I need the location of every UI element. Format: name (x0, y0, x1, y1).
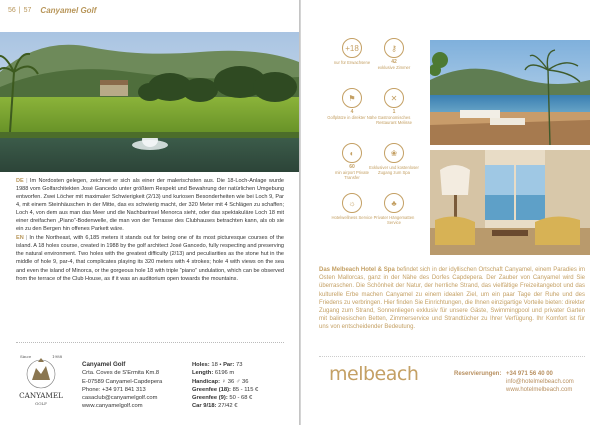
stat-handicap (192, 378, 294, 386)
paragraph-text: In the Northeast, with 6,185 meters it stands out for being one of its most picturesque courses of the island. A 18 holes course, created in 1988 by the golf architect José Gancedo, fully respecting and preserving the natural environment. Two holes with the greatest difficulty (2/13) and peculiarities as the stone hut in the middle of hole 9, par-4, that complicates playing its 320 meters with 4 strokes; hole 4 with views on the sea and even the island of Minorca, or the gorgeous hole 18 with triple “piano” undulation, which can be observed from the terrace of the Club House, as if it was an auditorium open towards the mountains. (16, 235, 284, 282)
amenity-label: Hotelwellness Service (331, 215, 373, 220)
page-number: 57 (23, 7, 32, 14)
amenity-label: Exklusiver und kostenloser Zugang zum Spa (369, 165, 419, 175)
amenity-label: Gastronomisches Restaurant Melisse (376, 115, 412, 125)
greenfee9-value: 50 - 68 € (229, 395, 253, 402)
article-body (16, 177, 284, 284)
amenity-restaurant (369, 88, 419, 125)
stat-holes-par (192, 361, 294, 369)
canyamel-golf-logo (14, 350, 68, 410)
amenity-value: 1 (392, 109, 396, 115)
hotel-room-photo (430, 150, 590, 255)
club-website[interactable]: www.canyamelgolf.com (82, 403, 143, 410)
amenity-spa (369, 143, 419, 175)
amenity-rooms (369, 38, 419, 70)
golf-course-photo (0, 32, 299, 172)
language-separator: | (26, 178, 28, 184)
paragraph-en (16, 234, 284, 282)
page-number-separator: | (18, 7, 21, 14)
club-address-line1: Crta. Coves de S'Ermita Km.8 (82, 370, 160, 377)
par-value: 73 (235, 362, 243, 368)
wellness-icon: ☼ (342, 193, 362, 213)
length-value: 6196 m (214, 370, 235, 377)
amenity-hammock (369, 193, 419, 225)
golf-flag-icon: ⚑ (342, 88, 362, 108)
greenfee18-value: 85 - 115 € (232, 386, 259, 393)
hotel-website[interactable]: www.hotelmelbeach.com (506, 387, 573, 394)
club-email[interactable]: casaclub@canyamelgolf.com (82, 395, 158, 402)
page-number: 56 (8, 7, 16, 14)
hotel-name: Das Melbeach Hotel & Spa (319, 267, 395, 273)
amenity-value: 42 (391, 59, 397, 65)
right-page (301, 0, 600, 425)
hotel-email[interactable]: info@hotelmelbeach.com (506, 379, 574, 386)
divider (16, 342, 284, 343)
female-icon: ♀ (221, 378, 227, 385)
handicap-women-value: 36 (227, 378, 235, 385)
club-contact (82, 361, 184, 411)
hotel-description-text: befindet sich in der idyllischen Ortschaft Canyamel, einem Paradies im Osten Mallorcas, ganz in der Nähe des Dorfes Capdepera. Der Zauber von Canyamel wird Sie überraschen. Die Schönheit der Natur, der herrliche Strand, das vielfältige Freizeitangebot und das kulturelle Erbe machen Canyamel zu einem idealen Ziel, um ein paar Tage der Ruhe und des Friedens zu verbringen. Hier finden Sie Einrichtungen, die Ihnen einzigartige Vorteile bieten: direkter Zugang zum Strand, Sonnenliegen exklusiv für unsere Gäste, Swimmingpool und privater Garten mit balinesischen Betten, Zimmerservice und Strandtücher zu Ihrer Verfügung. Ihr Komfort ist für uns von entscheidender Bedeutung. (319, 267, 585, 331)
male-icon: ♂ (235, 378, 241, 385)
stat-car (192, 402, 294, 410)
handicap-men-value: 36 (241, 378, 249, 385)
greenfee9-label: Greenfee (9): (192, 395, 228, 402)
adults-only-icon: +18 (342, 38, 362, 58)
logo-name: CANYAMEL (19, 391, 63, 400)
butler-icon: ♣ (384, 193, 404, 213)
left-page (0, 0, 299, 425)
par-label: Par: (223, 362, 235, 368)
logo-year: 1988 (52, 354, 63, 359)
amenity-label: nur für Erwachsene (333, 60, 371, 65)
language-separator: | (25, 235, 28, 242)
club-phone: Phone: +34 971 841 313 (82, 386, 146, 393)
amenity-label: min airport Private Transfer (335, 170, 369, 180)
divider (319, 356, 585, 357)
greenfee18-label: Greenfee (18): (192, 386, 231, 393)
logo-sub: GOLF (35, 401, 47, 406)
car-value: 27/42 € (218, 403, 238, 410)
stat-separator: • (219, 362, 224, 368)
brand-name: melbeach (329, 363, 419, 385)
handicap-label: Handicap: (192, 378, 221, 385)
stat-greenfee-9 (192, 394, 294, 402)
language-tag: DE (16, 178, 24, 184)
stat-greenfee-18 (192, 386, 294, 394)
cutlery-icon: ✕ (384, 88, 404, 108)
club-stats (192, 361, 294, 411)
beach-terrace-photo (430, 40, 590, 145)
holes-value: 18 (211, 362, 218, 368)
stat-length (192, 369, 294, 377)
amenity-value: 60 (349, 164, 355, 170)
running-head (8, 6, 96, 15)
section-title: Canyamel Golf (40, 6, 97, 15)
logo-since: Since (20, 354, 32, 359)
holes-label: Holes: (192, 362, 210, 368)
reservations-block (454, 370, 574, 394)
amenity-label: Privater Hängematten Service (373, 215, 415, 225)
amenity-value: 4 (350, 109, 354, 115)
hotel-phone: +34 971 56 40 00 (506, 371, 553, 377)
club-name: Canyamel Golf (82, 361, 126, 368)
club-address-line2: E-07589 Canyamel-Capdepera (82, 378, 163, 385)
amenity-label: Golfplätze in direkter Nähe (327, 115, 377, 120)
paragraph-text: Im Nordosten gelegen, zeichnet er sich als einer der malerischsten aus. Die 18-Loch-Anlage wurde 1988 vom Golfarchitekten José Gancedo unter größtem Respekt und Bewahrung der natürlichen Umgebung entworfen. Zwei Löcher mit maximaler Schwierigkeit (2/13) und kuriosen Besonderheiten wie bei Loch 9, Par 4, mit einem Steinhäuschen in der Mitte, das es schwierig macht, der 320 Meter mit 4 Schlägen zu schaffen; Loch 4, von dem aus man das Meer und die Nachbarinsel Menorca sieht, oder das spektakuläre Loch 18 mit einer dreifachen „Piano“-Bodenwelle, die man von der Terrasse des Clubhauses betrachten kann, als ob sie ein zu den Bergen hin offenes Parkett wäre. (16, 178, 284, 233)
language-tag: EN (16, 235, 24, 242)
amenity-label: exklusive Zimmer (377, 65, 411, 70)
spa-icon: ❀ (384, 143, 404, 163)
reservations-contacts (506, 370, 574, 395)
paragraph-de (16, 177, 284, 233)
length-label: Length: (192, 370, 214, 377)
shuttle-icon: ◐ (342, 143, 362, 163)
key-icon: ⚷ (384, 38, 404, 58)
car-label: Car 9/18: (192, 403, 217, 410)
reservations-label: Reservierungen: (454, 371, 502, 377)
melbeach-logo (329, 363, 418, 385)
hotel-description (319, 266, 585, 332)
